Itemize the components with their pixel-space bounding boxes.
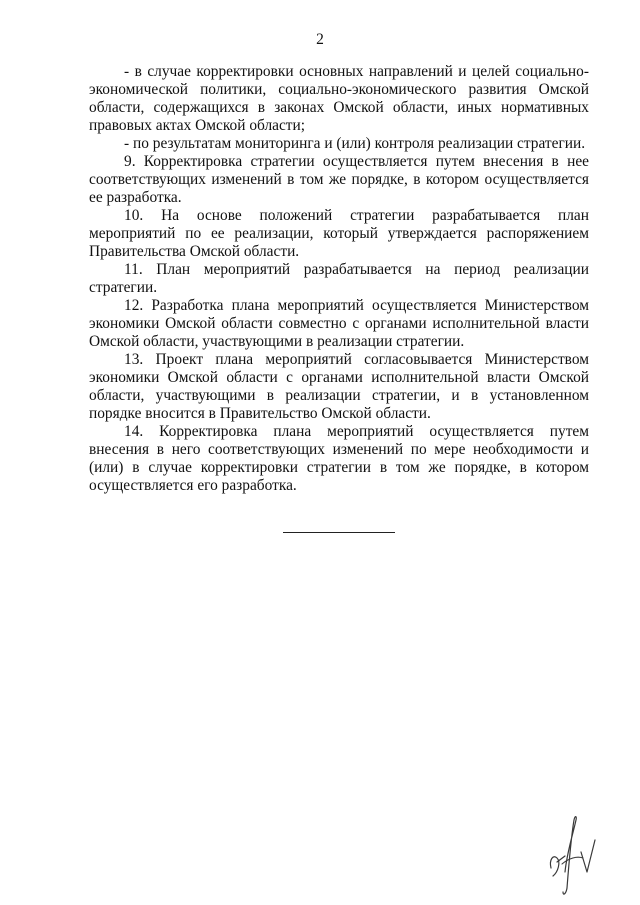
document-body (89, 63, 589, 495)
paragraph-12: 12. Разработка плана мероприятий осуществляется Министерством экономики Омской области совместно с органами исполнительной власти Омской области, участвующими в реализации стратегии. (89, 297, 589, 350)
paragraph-10: 10. На основе положений стратегии разрабатывается план мероприятий по ее реализации, который утверждается распоряжением Правительства Омской области. (89, 207, 589, 260)
paragraph-13: 13. Проект плана мероприятий согласовывается Министерством экономики Омской области с органами исполнительной власти Омской области, участвующими в реализации стратегии, и в установленном порядке вносится в Правительство Омской области. (89, 351, 589, 422)
paragraph-correction-case: - в случае корректировки основных направлений и целей социально-экономической политики, социально-экономического развития Омской области, содержащихся в законах Омской области, иных нормативных правовых актах Омской области; (89, 63, 589, 134)
end-divider-line (283, 532, 395, 533)
paragraph-11: 11. План мероприятий разрабатывается на период реализации стратегии. (89, 261, 589, 296)
paragraph-9: 9. Корректировка стратегии осуществляется путем внесения в нее соответствующих изменений в том же порядке, в котором осуществляется ее разработка. (89, 153, 589, 206)
paragraph-monitoring-case: - по результатам мониторинга и (или) контроля реализации стратегии. (124, 135, 586, 152)
signature-icon (543, 812, 599, 898)
paragraph-14: 14. Корректировка плана мероприятий осуществляется путем внесения в него соответствующих изменений по мере необходимости и (или) в случае корректировки стратегии в том же порядке, в котором осуществляется его разработка. (89, 423, 589, 494)
page-number: 2 (316, 31, 324, 48)
